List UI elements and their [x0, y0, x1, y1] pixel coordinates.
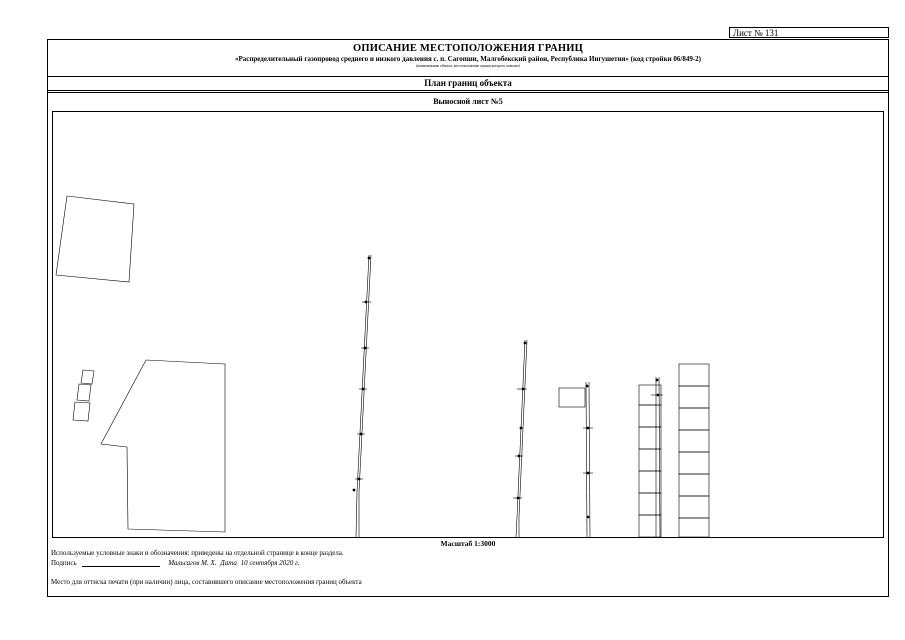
parcel-large	[101, 360, 225, 532]
divider	[48, 92, 888, 93]
document-header	[48, 40, 888, 77]
signature-name: Мальсагов М. Х.	[168, 559, 217, 567]
gas-pipeline-2b	[519, 340, 527, 537]
signature-line	[82, 566, 160, 567]
boundary-ticks	[355, 302, 663, 498]
parcel-small-1	[81, 370, 94, 384]
boundary-map	[52, 111, 884, 538]
strip-parcels-right	[679, 364, 709, 537]
gas-pipeline-2	[516, 340, 525, 537]
date-value: 10 сентября 2020 г.	[240, 559, 300, 567]
object-name: «Распределительный газопровод среднего и низкого давления с. п. Сагопши, Малгобекский район, Республика Ингушетия» (код стройки 06/849-2)	[234, 55, 702, 63]
boundary-map-drawing	[53, 112, 883, 537]
signature-label: Подпись	[51, 559, 77, 567]
signature-row	[51, 559, 299, 567]
gas-pipeline-3b	[589, 382, 590, 537]
parcel-small-2	[77, 384, 91, 401]
sheet-number: Лист № 131	[729, 27, 889, 38]
gas-pipeline-1	[356, 255, 369, 537]
insert-sheet-title: Выносной лист №5	[433, 97, 503, 106]
gas-pipeline-1b	[359, 255, 371, 537]
parcel-upper-left	[56, 196, 134, 282]
legend-note: Используемые условные знаки и обозначения: приведены на отдельной странице в конце раздела.	[51, 549, 344, 557]
date-label: Дата	[220, 559, 237, 567]
map-scale: Масштаб 1:3000	[440, 539, 496, 548]
gas-pipeline-4b	[659, 377, 660, 537]
document-title: ОПИСАНИЕ МЕСТОПОЛОЖЕНИЯ ГРАНИЦ	[353, 43, 583, 54]
boundary-points	[353, 257, 660, 519]
document-frame	[47, 39, 889, 597]
plan-title: План границ объекта	[48, 77, 888, 91]
parcel-near-line-3	[559, 388, 585, 407]
gas-pipeline-3	[586, 382, 587, 537]
stamp-note: Место для оттиска печати (при наличии) лица, составившего описание местоположения границ объекта	[51, 578, 362, 586]
parcel-small-3	[73, 402, 90, 421]
object-name-note: (наименование объекта, местоположение границ которого описано)	[416, 64, 520, 68]
strip-parcels-left	[639, 385, 661, 537]
